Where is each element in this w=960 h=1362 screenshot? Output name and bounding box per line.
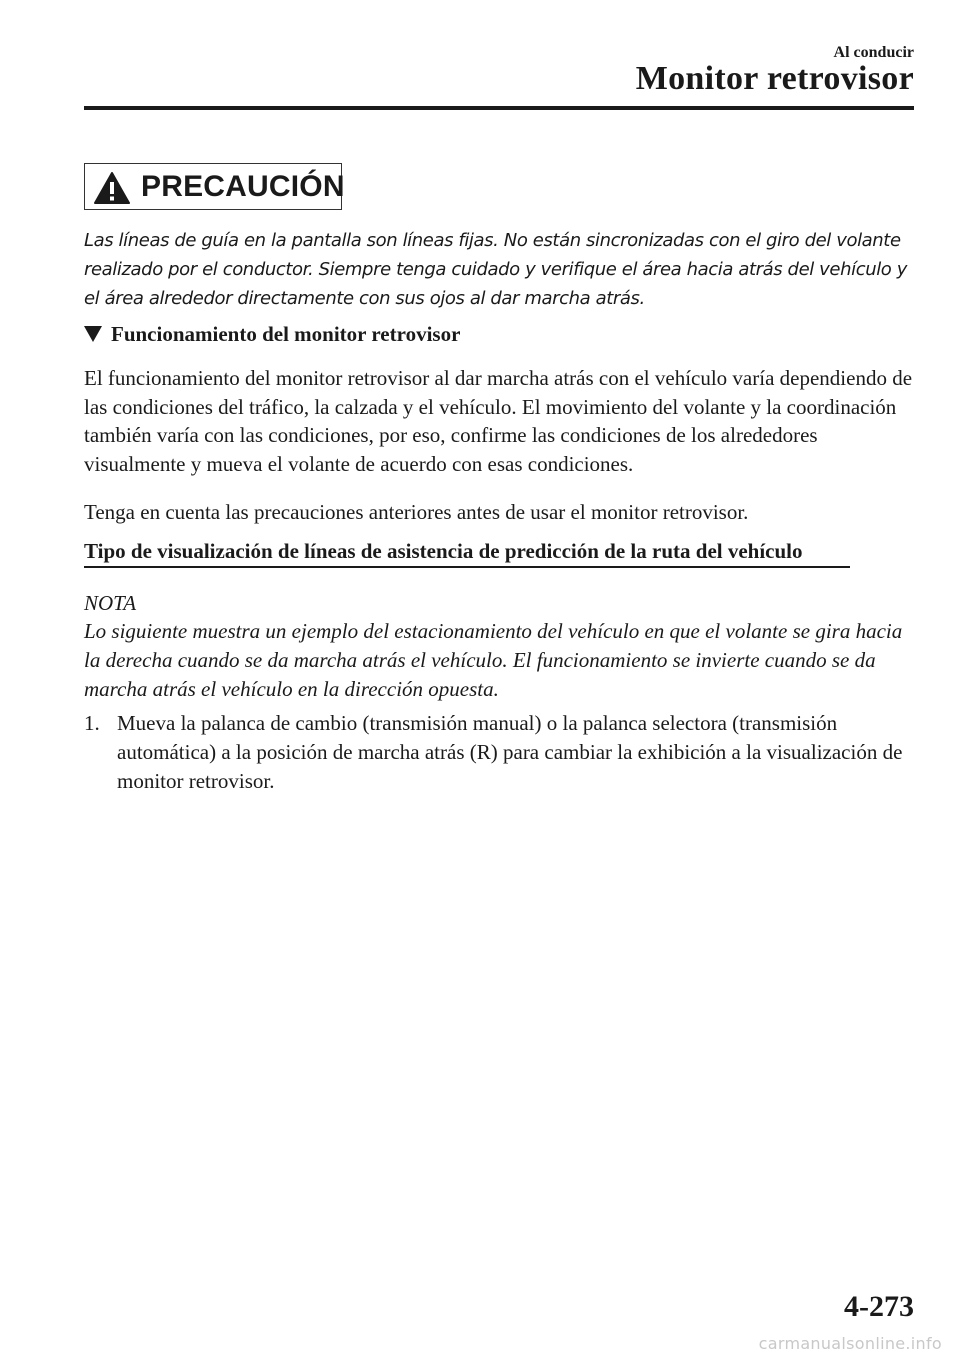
note-label: NOTA <box>84 591 137 615</box>
page-number: 4-273 <box>844 1290 914 1323</box>
section-heading <box>84 320 460 348</box>
caution-box <box>84 163 345 210</box>
header-rule <box>84 106 914 110</box>
warning-triangle-icon <box>93 171 131 205</box>
header-section-label: Al conducir <box>833 44 914 61</box>
subheading-underline <box>84 566 850 568</box>
body-paragraph-1: El funcionamiento del monitor retrovisor al dar marcha atrás con el vehículo varía dependiendo de las condiciones del tráfico, la calzada y el vehículo. El movimiento del volante y la coordinación también varía con las condiciones, por eso, confirme las condiciones de los alrededores visualmente y mueva el volante de acuerdo con esas condiciones. <box>84 366 913 476</box>
step-number: 1. <box>84 711 100 735</box>
body-paragraph-2: Tenga en cuenta las precauciones anteriores antes de usar el monitor retrovisor. <box>84 500 749 524</box>
triangle-bullet-icon <box>84 326 102 342</box>
watermark: carmanualsonline.info <box>758 1334 942 1353</box>
caution-label: PRECAUCIÓN <box>141 170 345 203</box>
step-text: Mueva la palanca de cambio (transmisión manual) o la palanca selectora (transmisión automática) a la posición de marcha atrás (R) para cambiar la exhibición a la visualización de monitor retrovisor. <box>117 711 903 793</box>
subheading: Tipo de visualización de líneas de asistencia de predicción de la ruta del vehículo <box>84 539 803 563</box>
page-title: Monitor retrovisor <box>635 60 914 97</box>
section-heading-text: Funcionamiento del monitor retrovisor <box>111 322 461 346</box>
caution-text: Las líneas de guía en la pantalla son líneas fijas. No están sincronizadas con el giro del volante realizado por el conductor. Siempre tenga cuidado y verifique el área hacia atrás del vehículo y el área alrededor directamente con sus ojos al dar marcha atrás. <box>84 230 907 309</box>
note-text: Lo siguiente muestra un ejemplo del estacionamiento del vehículo en que el volante se gira hacia la derecha cuando se da marcha atrás el vehículo. El funcionamiento se invierte cuando se da marcha atrás el vehículo en la dirección opuesta. <box>84 619 903 701</box>
